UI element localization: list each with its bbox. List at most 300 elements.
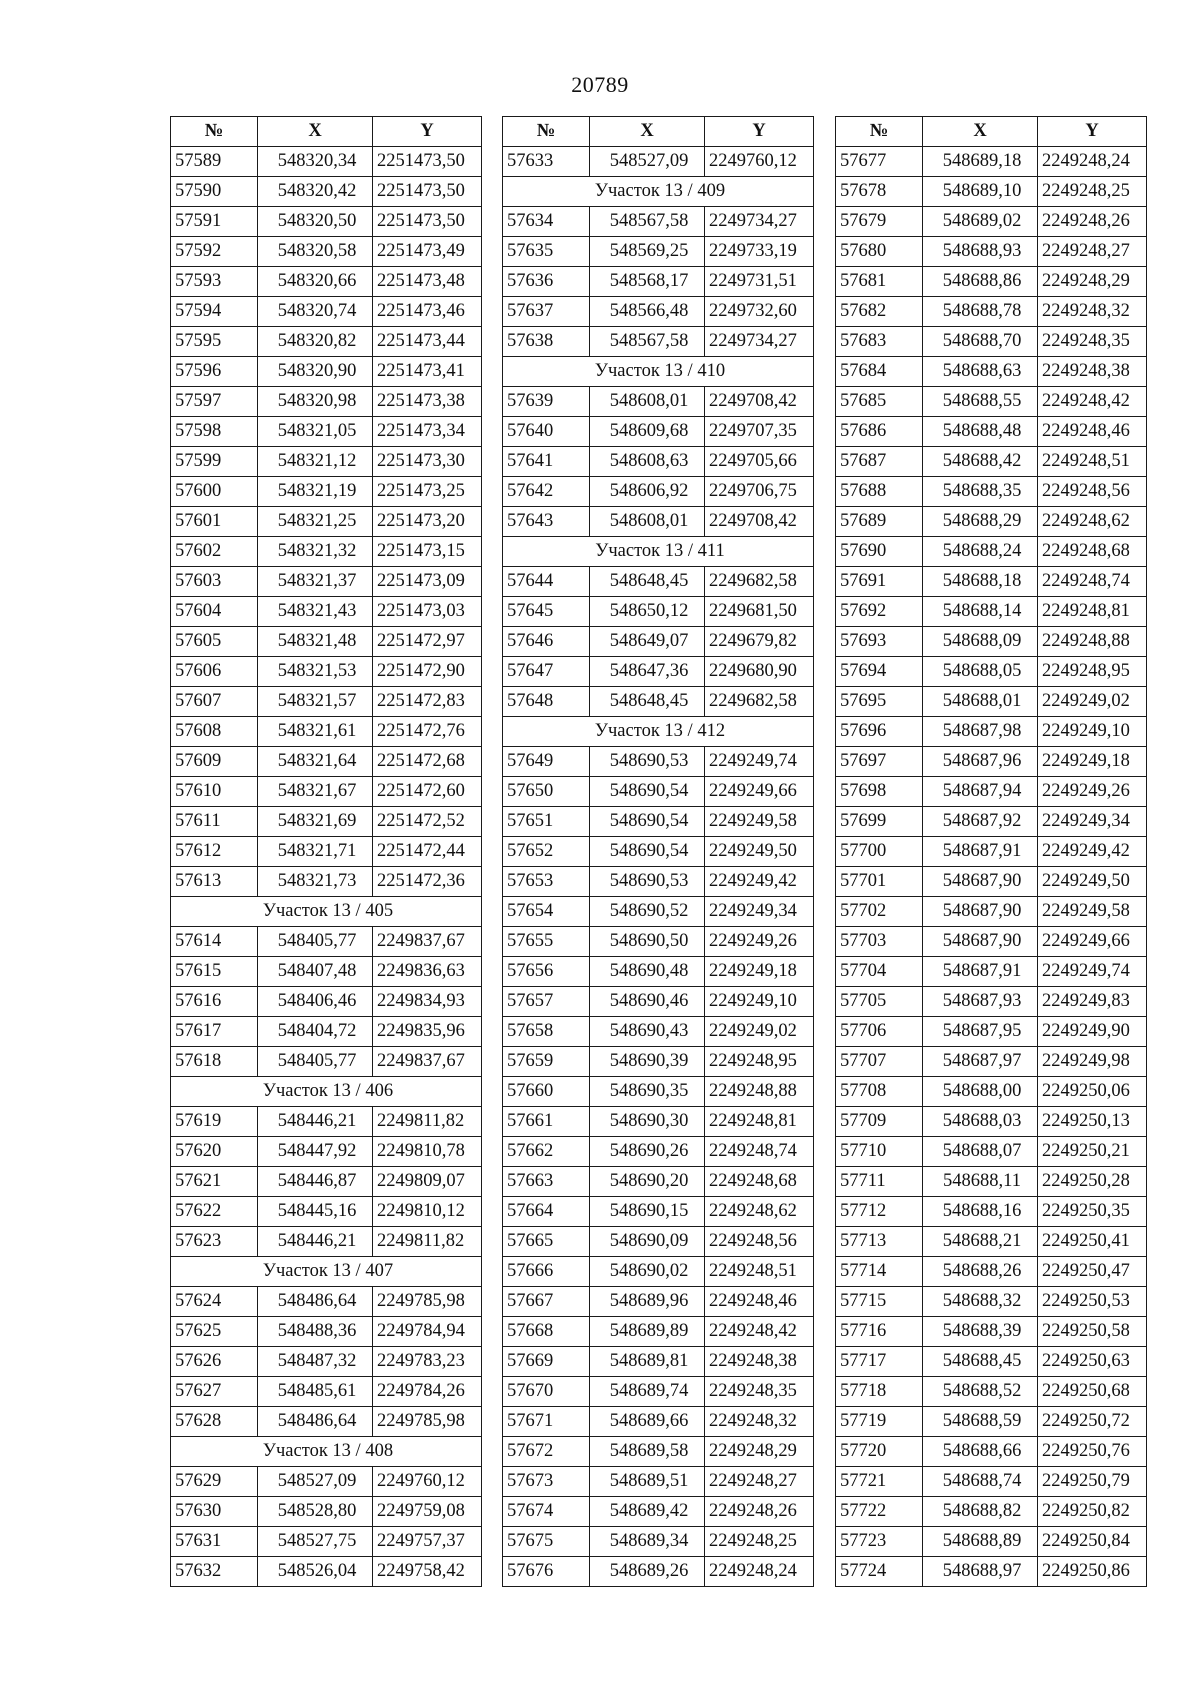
table-row: [503, 1317, 814, 1347]
x-coordinate-cell: 548688,03: [923, 1107, 1038, 1137]
table-row: [836, 477, 1147, 507]
point-number-cell: 57646: [503, 627, 590, 657]
table-row: [503, 1497, 814, 1527]
x-coordinate-cell: 548648,45: [590, 567, 705, 597]
y-coordinate-cell: 2249249,83: [1038, 987, 1147, 1017]
table-row: [503, 1527, 814, 1557]
x-coordinate-cell: 548321,32: [258, 537, 373, 567]
x-coordinate-cell: 548321,69: [258, 807, 373, 837]
y-coordinate-cell: 2249248,88: [1038, 627, 1147, 657]
point-number-cell: 57681: [836, 267, 923, 297]
x-coordinate-cell: 548608,01: [590, 387, 705, 417]
point-number-cell: 57614: [171, 927, 258, 957]
x-coordinate-cell: 548688,11: [923, 1167, 1038, 1197]
y-coordinate-cell: 2249248,32: [705, 1407, 814, 1437]
y-coordinate-cell: 2251472,52: [373, 807, 482, 837]
y-coordinate-cell: 2249250,35: [1038, 1197, 1147, 1227]
table-row: [171, 687, 482, 717]
y-coordinate-cell: 2249811,82: [373, 1107, 482, 1137]
point-number-cell: 57630: [171, 1497, 258, 1527]
y-coordinate-cell: 2249249,66: [705, 777, 814, 807]
table-row: [503, 987, 814, 1017]
y-coordinate-cell: 2249680,90: [705, 657, 814, 687]
y-coordinate-cell: 2249248,38: [705, 1347, 814, 1377]
y-coordinate-cell: 2249248,62: [705, 1197, 814, 1227]
section-row: [503, 357, 814, 387]
point-number-cell: 57666: [503, 1257, 590, 1287]
x-coordinate-cell: 548486,64: [258, 1407, 373, 1437]
y-coordinate-cell: 2249784,94: [373, 1317, 482, 1347]
y-coordinate-cell: 2249760,12: [705, 147, 814, 177]
x-coordinate-cell: 548687,94: [923, 777, 1038, 807]
table-row: [836, 777, 1147, 807]
point-number-cell: 57592: [171, 237, 258, 267]
table-row: [836, 1227, 1147, 1257]
y-coordinate-cell: 2249682,58: [705, 567, 814, 597]
table-row: [836, 837, 1147, 867]
y-coordinate-cell: 2249249,34: [1038, 807, 1147, 837]
y-coordinate-cell: 2249734,27: [705, 207, 814, 237]
x-coordinate-cell: 548569,25: [590, 237, 705, 267]
y-coordinate-cell: 2251472,90: [373, 657, 482, 687]
y-coordinate-cell: 2249810,12: [373, 1197, 482, 1227]
table-row: [503, 597, 814, 627]
y-coordinate-cell: 2249248,68: [705, 1167, 814, 1197]
table-row: [836, 1197, 1147, 1227]
x-coordinate-cell: 548687,90: [923, 867, 1038, 897]
y-coordinate-cell: 2249784,26: [373, 1377, 482, 1407]
point-number-cell: 57709: [836, 1107, 923, 1137]
table-header-row: [503, 117, 814, 147]
y-coordinate-cell: 2251473,48: [373, 267, 482, 297]
point-number-cell: 57601: [171, 507, 258, 537]
y-coordinate-cell: 2249249,10: [705, 987, 814, 1017]
point-number-cell: 57625: [171, 1317, 258, 1347]
x-coordinate-cell: 548689,26: [590, 1557, 705, 1587]
x-coordinate-cell: 548321,73: [258, 867, 373, 897]
point-number-cell: 57715: [836, 1287, 923, 1317]
x-coordinate-cell: 548321,12: [258, 447, 373, 477]
y-coordinate-cell: 2249759,08: [373, 1497, 482, 1527]
table-row: [503, 237, 814, 267]
table-row: [836, 597, 1147, 627]
point-number-cell: 57641: [503, 447, 590, 477]
y-coordinate-cell: 2251473,49: [373, 237, 482, 267]
table-row: [836, 1077, 1147, 1107]
point-number-cell: 57604: [171, 597, 258, 627]
y-coordinate-cell: 2249249,02: [1038, 687, 1147, 717]
table-row: [836, 957, 1147, 987]
table-row: [171, 597, 482, 627]
point-number-cell: 57724: [836, 1557, 923, 1587]
y-coordinate-cell: 2249250,79: [1038, 1467, 1147, 1497]
y-coordinate-cell: 2249835,96: [373, 1017, 482, 1047]
table-row: [171, 1347, 482, 1377]
table-row: [171, 417, 482, 447]
x-coordinate-cell: 548687,97: [923, 1047, 1038, 1077]
table-row: [836, 1407, 1147, 1437]
x-coordinate-cell: 548687,95: [923, 1017, 1038, 1047]
table-row: [503, 657, 814, 687]
x-coordinate-cell: 548688,89: [923, 1527, 1038, 1557]
y-coordinate-cell: 2251473,34: [373, 417, 482, 447]
y-coordinate-cell: 2249679,82: [705, 627, 814, 657]
table-row: [836, 717, 1147, 747]
point-number-cell: 57699: [836, 807, 923, 837]
table-row: [836, 567, 1147, 597]
y-coordinate-cell: 2249248,25: [705, 1527, 814, 1557]
point-number-cell: 57669: [503, 1347, 590, 1377]
x-coordinate-cell: 548688,52: [923, 1377, 1038, 1407]
table-row: [503, 267, 814, 297]
y-coordinate-cell: 2249760,12: [373, 1467, 482, 1497]
table-row: [171, 1047, 482, 1077]
table-row: [836, 987, 1147, 1017]
table-row: [836, 267, 1147, 297]
point-number-cell: 57714: [836, 1257, 923, 1287]
point-number-cell: 57663: [503, 1167, 590, 1197]
point-number-cell: 57691: [836, 567, 923, 597]
table-row: [503, 387, 814, 417]
point-number-cell: 57637: [503, 297, 590, 327]
section-row: [171, 1257, 482, 1287]
x-coordinate-cell: 548690,02: [590, 1257, 705, 1287]
table-row: [836, 417, 1147, 447]
table-row: [171, 927, 482, 957]
point-number-cell: 57664: [503, 1197, 590, 1227]
point-number-cell: 57636: [503, 267, 590, 297]
table-row: [836, 1527, 1147, 1557]
point-number-cell: 57644: [503, 567, 590, 597]
y-coordinate-cell: 2249248,62: [1038, 507, 1147, 537]
x-coordinate-cell: 548690,54: [590, 807, 705, 837]
y-coordinate-cell: 2251473,09: [373, 567, 482, 597]
point-number-cell: 57684: [836, 357, 923, 387]
table-row: [171, 507, 482, 537]
x-coordinate-cell: 548688,29: [923, 507, 1038, 537]
table-row: [836, 927, 1147, 957]
y-coordinate-cell: 2249248,46: [705, 1287, 814, 1317]
x-coordinate-cell: 548321,05: [258, 417, 373, 447]
y-coordinate-cell: 2249249,66: [1038, 927, 1147, 957]
point-number-cell: 57662: [503, 1137, 590, 1167]
table-row: [171, 1197, 482, 1227]
point-number-cell: 57682: [836, 297, 923, 327]
header-x: X: [590, 117, 705, 147]
x-coordinate-cell: 548688,32: [923, 1287, 1038, 1317]
x-coordinate-cell: 548320,66: [258, 267, 373, 297]
point-number-cell: 57597: [171, 387, 258, 417]
section-title: Участок 13 / 412: [503, 717, 814, 747]
coordinate-tables: [0, 116, 1200, 1581]
y-coordinate-cell: 2249248,56: [705, 1227, 814, 1257]
point-number-cell: 57595: [171, 327, 258, 357]
section-row: [171, 897, 482, 927]
x-coordinate-cell: 548689,96: [590, 1287, 705, 1317]
y-coordinate-cell: 2251473,50: [373, 147, 482, 177]
y-coordinate-cell: 2249250,68: [1038, 1377, 1147, 1407]
table-row: [171, 537, 482, 567]
y-coordinate-cell: 2249248,26: [705, 1497, 814, 1527]
x-coordinate-cell: 548688,93: [923, 237, 1038, 267]
table-row: [503, 1407, 814, 1437]
x-coordinate-cell: 548320,74: [258, 297, 373, 327]
y-coordinate-cell: 2249681,50: [705, 597, 814, 627]
table-row: [836, 1497, 1147, 1527]
table-row: [503, 837, 814, 867]
table-row: [503, 327, 814, 357]
x-coordinate-cell: 548320,90: [258, 357, 373, 387]
point-number-cell: 57607: [171, 687, 258, 717]
point-number-cell: 57620: [171, 1137, 258, 1167]
table-row: [836, 387, 1147, 417]
x-coordinate-cell: 548528,80: [258, 1497, 373, 1527]
table-header-row: [171, 117, 482, 147]
table-row: [171, 1557, 482, 1587]
point-number-cell: 57683: [836, 327, 923, 357]
y-coordinate-cell: 2251472,68: [373, 747, 482, 777]
x-coordinate-cell: 548688,55: [923, 387, 1038, 417]
table-row: [503, 1347, 814, 1377]
x-coordinate-cell: 548527,09: [258, 1467, 373, 1497]
point-number-cell: 57615: [171, 957, 258, 987]
x-coordinate-cell: 548321,64: [258, 747, 373, 777]
point-number-cell: 57594: [171, 297, 258, 327]
x-coordinate-cell: 548690,52: [590, 897, 705, 927]
point-number-cell: 57700: [836, 837, 923, 867]
x-coordinate-cell: 548320,42: [258, 177, 373, 207]
point-number-cell: 57675: [503, 1527, 590, 1557]
x-coordinate-cell: 548690,39: [590, 1047, 705, 1077]
y-coordinate-cell: 2249757,37: [373, 1527, 482, 1557]
x-coordinate-cell: 548688,66: [923, 1437, 1038, 1467]
y-coordinate-cell: 2249248,95: [705, 1047, 814, 1077]
point-number-cell: 57600: [171, 477, 258, 507]
point-number-cell: 57611: [171, 807, 258, 837]
table-row: [171, 387, 482, 417]
y-coordinate-cell: 2249250,63: [1038, 1347, 1147, 1377]
table-row: [171, 747, 482, 777]
point-number-cell: 57622: [171, 1197, 258, 1227]
table-row: [171, 1017, 482, 1047]
x-coordinate-cell: 548321,43: [258, 597, 373, 627]
x-coordinate-cell: 548445,16: [258, 1197, 373, 1227]
point-number-cell: 57605: [171, 627, 258, 657]
x-coordinate-cell: 548566,48: [590, 297, 705, 327]
x-coordinate-cell: 548688,45: [923, 1347, 1038, 1377]
point-number-cell: 57621: [171, 1167, 258, 1197]
x-coordinate-cell: 548690,53: [590, 867, 705, 897]
point-number-cell: 57688: [836, 477, 923, 507]
x-coordinate-cell: 548690,43: [590, 1017, 705, 1047]
y-coordinate-cell: 2249836,63: [373, 957, 482, 987]
x-coordinate-cell: 548688,48: [923, 417, 1038, 447]
table-row: [171, 567, 482, 597]
x-coordinate-cell: 548690,48: [590, 957, 705, 987]
y-coordinate-cell: 2249248,51: [1038, 447, 1147, 477]
point-number-cell: 57623: [171, 1227, 258, 1257]
point-number-cell: 57613: [171, 867, 258, 897]
y-coordinate-cell: 2249249,26: [1038, 777, 1147, 807]
y-coordinate-cell: 2249250,21: [1038, 1137, 1147, 1167]
header-y: Y: [1038, 117, 1147, 147]
table-row: [503, 1377, 814, 1407]
y-coordinate-cell: 2249249,50: [705, 837, 814, 867]
x-coordinate-cell: 548688,82: [923, 1497, 1038, 1527]
table-row: [836, 1167, 1147, 1197]
table-row: [836, 447, 1147, 477]
y-coordinate-cell: 2249248,24: [705, 1557, 814, 1587]
x-coordinate-cell: 548688,70: [923, 327, 1038, 357]
y-coordinate-cell: 2249248,32: [1038, 297, 1147, 327]
table-row: [171, 237, 482, 267]
y-coordinate-cell: 2249248,68: [1038, 537, 1147, 567]
table-row: [836, 507, 1147, 537]
table-row: [171, 807, 482, 837]
point-number-cell: 57598: [171, 417, 258, 447]
table-row: [836, 357, 1147, 387]
table-row: [171, 267, 482, 297]
x-coordinate-cell: 548690,15: [590, 1197, 705, 1227]
table-row: [503, 627, 814, 657]
y-coordinate-cell: 2249250,53: [1038, 1287, 1147, 1317]
x-coordinate-cell: 548321,48: [258, 627, 373, 657]
point-number-cell: 57645: [503, 597, 590, 627]
x-coordinate-cell: 548321,53: [258, 657, 373, 687]
x-coordinate-cell: 548690,09: [590, 1227, 705, 1257]
point-number-cell: 57640: [503, 417, 590, 447]
table-row: [503, 1227, 814, 1257]
table-row: [503, 147, 814, 177]
x-coordinate-cell: 548690,50: [590, 927, 705, 957]
y-coordinate-cell: 2249249,98: [1038, 1047, 1147, 1077]
x-coordinate-cell: 548689,58: [590, 1437, 705, 1467]
x-coordinate-cell: 548321,57: [258, 687, 373, 717]
table-row: [503, 447, 814, 477]
point-number-cell: 57650: [503, 777, 590, 807]
y-coordinate-cell: 2249248,35: [705, 1377, 814, 1407]
point-number-cell: 57692: [836, 597, 923, 627]
table-row: [836, 657, 1147, 687]
x-coordinate-cell: 548688,14: [923, 597, 1038, 627]
point-number-cell: 57593: [171, 267, 258, 297]
point-number-cell: 57659: [503, 1047, 590, 1077]
table-row: [171, 1317, 482, 1347]
point-number-cell: 57720: [836, 1437, 923, 1467]
x-coordinate-cell: 548687,98: [923, 717, 1038, 747]
y-coordinate-cell: 2251473,50: [373, 207, 482, 237]
y-coordinate-cell: 2249248,74: [1038, 567, 1147, 597]
point-number-cell: 57591: [171, 207, 258, 237]
point-number-cell: 57639: [503, 387, 590, 417]
y-coordinate-cell: 2249248,24: [1038, 147, 1147, 177]
x-coordinate-cell: 548567,58: [590, 327, 705, 357]
x-coordinate-cell: 548688,59: [923, 1407, 1038, 1437]
table-row: [171, 1407, 482, 1437]
table-row: [836, 207, 1147, 237]
y-coordinate-cell: 2251473,44: [373, 327, 482, 357]
table-row: [171, 777, 482, 807]
table-row: [171, 147, 482, 177]
point-number-cell: 57656: [503, 957, 590, 987]
point-number-cell: 57702: [836, 897, 923, 927]
x-coordinate-cell: 548320,34: [258, 147, 373, 177]
y-coordinate-cell: 2249249,26: [705, 927, 814, 957]
x-coordinate-cell: 548689,10: [923, 177, 1038, 207]
table-row: [836, 1437, 1147, 1467]
y-coordinate-cell: 2249249,90: [1038, 1017, 1147, 1047]
table-row: [836, 1467, 1147, 1497]
header-number: №: [836, 117, 923, 147]
point-number-cell: 57693: [836, 627, 923, 657]
point-number-cell: 57703: [836, 927, 923, 957]
y-coordinate-cell: 2249250,58: [1038, 1317, 1147, 1347]
y-coordinate-cell: 2249248,46: [1038, 417, 1147, 447]
table-row: [171, 207, 482, 237]
x-coordinate-cell: 548689,66: [590, 1407, 705, 1437]
x-coordinate-cell: 548567,58: [590, 207, 705, 237]
point-number-cell: 57657: [503, 987, 590, 1017]
table-row: [503, 1077, 814, 1107]
x-coordinate-cell: 548688,01: [923, 687, 1038, 717]
x-coordinate-cell: 548688,16: [923, 1197, 1038, 1227]
x-coordinate-cell: 548446,87: [258, 1167, 373, 1197]
x-coordinate-cell: 548527,09: [590, 147, 705, 177]
point-number-cell: 57685: [836, 387, 923, 417]
section-title: Участок 13 / 410: [503, 357, 814, 387]
table-row: [171, 1227, 482, 1257]
x-coordinate-cell: 548690,46: [590, 987, 705, 1017]
x-coordinate-cell: 548688,86: [923, 267, 1038, 297]
point-number-cell: 57634: [503, 207, 590, 237]
point-number-cell: 57710: [836, 1137, 923, 1167]
table-row: [836, 177, 1147, 207]
table-row: [836, 297, 1147, 327]
table-row: [171, 717, 482, 747]
y-coordinate-cell: 2249248,25: [1038, 177, 1147, 207]
table-row: [171, 1137, 482, 1167]
x-coordinate-cell: 548687,91: [923, 837, 1038, 867]
y-coordinate-cell: 2249809,07: [373, 1167, 482, 1197]
point-number-cell: 57719: [836, 1407, 923, 1437]
table-row: [171, 1377, 482, 1407]
point-number-cell: 57680: [836, 237, 923, 267]
point-number-cell: 57648: [503, 687, 590, 717]
y-coordinate-cell: 2251472,97: [373, 627, 482, 657]
section-title: Участок 13 / 407: [171, 1257, 482, 1287]
table-row: [836, 1257, 1147, 1287]
point-number-cell: 57695: [836, 687, 923, 717]
table-row: [171, 177, 482, 207]
y-coordinate-cell: 2249249,10: [1038, 717, 1147, 747]
x-coordinate-cell: 548688,35: [923, 477, 1038, 507]
point-number-cell: 57690: [836, 537, 923, 567]
x-coordinate-cell: 548688,24: [923, 537, 1038, 567]
coordinates-table-3: [835, 116, 1147, 1587]
point-number-cell: 57707: [836, 1047, 923, 1077]
section-title: Участок 13 / 411: [503, 537, 814, 567]
x-coordinate-cell: 548446,21: [258, 1227, 373, 1257]
table-row: [836, 237, 1147, 267]
table-row: [503, 897, 814, 927]
y-coordinate-cell: 2249250,06: [1038, 1077, 1147, 1107]
x-coordinate-cell: 548320,58: [258, 237, 373, 267]
y-coordinate-cell: 2249785,98: [373, 1407, 482, 1437]
header-y: Y: [705, 117, 814, 147]
header-number: №: [171, 117, 258, 147]
x-coordinate-cell: 548687,90: [923, 897, 1038, 927]
table-row: [836, 897, 1147, 927]
